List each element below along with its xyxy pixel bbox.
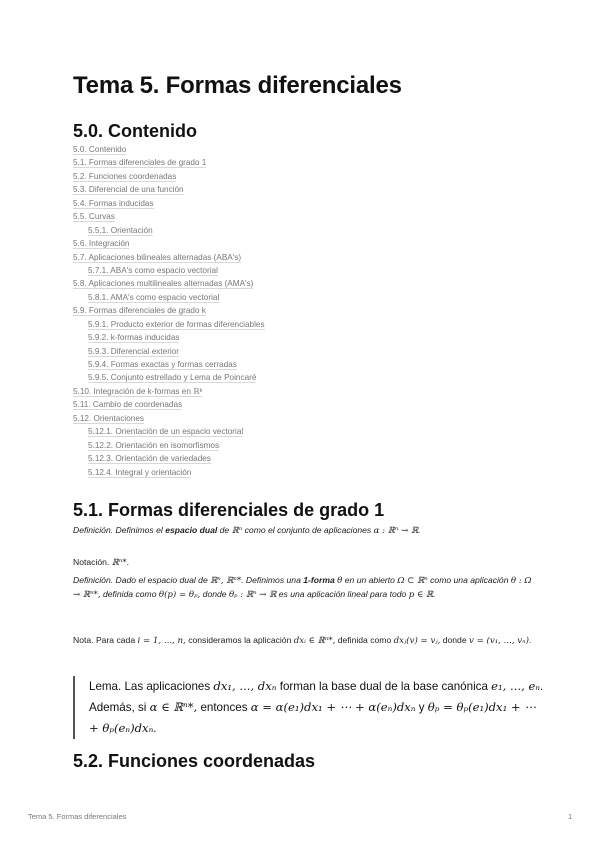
toc-link-label: 5.12.2. Orientación en isomorfismos xyxy=(88,440,220,450)
toc-link-label: 5.12.4. Integral y orientación xyxy=(88,467,192,477)
toc-link[interactable] xyxy=(73,466,533,479)
toc-link-label: 5.8.1. AMA's como espacio vectorial xyxy=(88,292,220,302)
toc-link-label: 5.5.1. Orientación xyxy=(88,225,153,235)
toc-link[interactable] xyxy=(73,358,533,371)
term-dual-space: espacio dual xyxy=(165,525,218,535)
toc-link[interactable] xyxy=(73,291,533,304)
toc-link-label: 5.8. Aplicaciones multilineales alternadas (AMA's) xyxy=(73,279,254,289)
toc-link[interactable] xyxy=(73,277,533,290)
definition-dual-space: Definición. Definimos el espacio dual de ℝⁿ como el conjunto de aplicaciones α : ℝⁿ → ℝ. xyxy=(73,525,421,536)
toc-link-label: 5.9. Formas diferenciales de grado k xyxy=(73,306,206,316)
toc-link[interactable] xyxy=(73,304,533,317)
toc-link-label: 5.9.1. Producto exterior de formas diferenciables xyxy=(88,319,265,329)
toc-link[interactable] xyxy=(73,210,533,223)
toc-link[interactable] xyxy=(73,170,533,183)
toc-link[interactable] xyxy=(73,264,533,277)
toc-link-label: 5.4. Formas inducidas xyxy=(73,198,154,208)
footer-title: Tema 5. Formas diferenciales xyxy=(28,812,127,821)
section-2-heading: 5.2. Funciones coordenadas xyxy=(73,751,316,771)
toc-link-label: 5.7. Aplicaciones bilineales alternadas (ABA's) xyxy=(73,252,242,262)
toc-link[interactable] xyxy=(73,224,533,237)
toc-link[interactable] xyxy=(73,425,533,438)
toc-link-label: 5.1. Formas diferenciales de grado 1 xyxy=(73,158,207,168)
toc-link[interactable] xyxy=(73,439,533,452)
notation-dual: Notación. ℝⁿ*. xyxy=(73,557,130,568)
section-1-heading: 5.1. Formas diferenciales de grado 1 xyxy=(73,500,385,520)
toc-link[interactable] xyxy=(73,251,533,264)
toc-link[interactable] xyxy=(73,331,533,344)
document-title: Tema 5. Formas diferenciales xyxy=(73,72,402,99)
toc-link[interactable] xyxy=(73,452,533,465)
toc-link[interactable] xyxy=(73,156,533,169)
toc-link[interactable] xyxy=(73,385,533,398)
toc-link-label: 5.12.3. Orientación de variedades xyxy=(88,454,211,464)
toc-link[interactable] xyxy=(73,412,533,425)
lemma-block: Lema. Las aplicaciones dx₁, ..., dxₙ forman la base dual de la base canónica e₁, ..., eₙ. Además, si α ∈ ℝⁿ*, entonces α = α(e₁)dx₁ + ⋯ + α(eₙ)dxₙ y θₚ = θₚ(e₁)dx₁ + ⋯ + θₚ(eₙ)dxₙ. xyxy=(73,676,544,739)
toc-link-label: 5.9.4. Formas exactas y formas cerradas xyxy=(88,360,237,369)
toc-link-label: 5.5. Curvas xyxy=(73,212,115,222)
toc-link[interactable] xyxy=(73,398,533,411)
definition-1-form: Definición. Dado el espacio dual de ℝⁿ, ℝⁿ*. Definimos una 1-forma θ en un abierto Ω ⊂ ℝⁿ como una aplicación θ : Ω → ℝⁿ*, definida como θ(p) = θₚ, donde θₚ : ℝⁿ → ℝ es una aplicación lineal para todo p ∈ ℝ. xyxy=(73,575,532,600)
contents-heading: 5.0. Contenido xyxy=(73,121,198,141)
toc-link-label: 5.3. Diferencial de una función xyxy=(73,185,184,195)
toc-link-label: 5.12. Orientaciones xyxy=(73,413,145,423)
table-of-contents xyxy=(73,143,533,479)
toc-link-label: 5.9.3. Diferencial exterior xyxy=(88,346,180,356)
toc-link-label: 5.0. Contenido xyxy=(73,145,127,154)
toc-link[interactable] xyxy=(73,318,533,331)
toc-link[interactable] xyxy=(73,143,533,156)
toc-link[interactable] xyxy=(73,183,533,196)
term-1-form: 1-forma xyxy=(303,575,335,585)
toc-link[interactable] xyxy=(73,237,533,250)
toc-link-label: 5.7.1. ABA's como espacio vectorial xyxy=(88,265,218,275)
toc-link[interactable] xyxy=(73,371,533,384)
toc-link[interactable] xyxy=(73,345,533,358)
toc-link-label: 5.9.5. Conjunto estrellado y Lema de Poincaré xyxy=(88,373,257,383)
toc-link-label: 5.10. Integración de k-formas en ℝᵏ xyxy=(73,386,203,396)
toc-link[interactable] xyxy=(73,197,533,210)
toc-link-label: 5.2. Funciones coordenadas xyxy=(73,171,177,181)
toc-link-label: 5.12.1. Orientación de un espacio vectorial xyxy=(88,427,244,437)
page-number: 1 xyxy=(568,812,573,821)
toc-link-label: 5.6. Integración xyxy=(73,239,130,249)
nota-dual-basis: Nota. Para cada i = 1, ..., n, consideramos la aplicación dxᵢ ∈ ℝⁿ*, definida como dxⱼ(v) = vⱼ, donde v = (v₁, ..., vₙ). xyxy=(73,635,532,646)
toc-link-label: 5.11. Cambio de coordenadas xyxy=(73,400,183,410)
toc-link-label: 5.9.2. k-formas inducidas xyxy=(88,333,180,343)
